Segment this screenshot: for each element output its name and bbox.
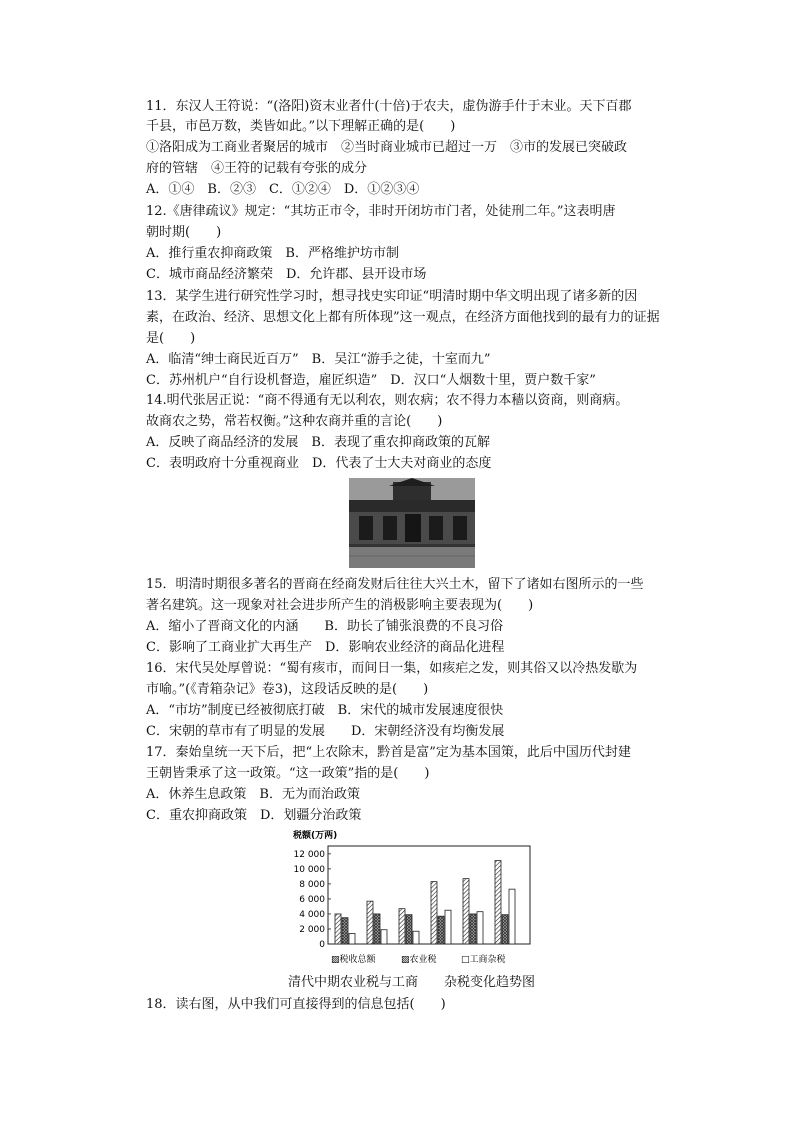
chart-bar-commerce bbox=[349, 933, 355, 944]
chart-y-tick-label: 6 000 bbox=[299, 894, 325, 905]
chart-bar-commerce bbox=[445, 910, 451, 944]
q15-options-ab: A．缩小了晋商文化的内涵 B．助长了铺张浪费的不良习俗 bbox=[146, 619, 503, 634]
chart-bar-total bbox=[495, 861, 501, 944]
q11-stem-line1: 11．东汉人王符说：“(洛阳)资末业者什(十倍)于农夫，虚伪游手什于末业。天下百郡 bbox=[146, 99, 632, 114]
q15-options-cd: C．影响了工商业扩大再生产 D．影响农业经济的商品化进程 bbox=[146, 640, 505, 655]
q17-stem-line2: 王朝皆秉承了这一政策。“这一政策”指的是( ) bbox=[146, 766, 430, 781]
chart-y-tick-label: 12 000 bbox=[293, 849, 325, 860]
q13-options-cd: C．苏州机户“自行设机督造，雇匠织造” D．汉口“人烟数十里，贾户数千家” bbox=[146, 373, 596, 388]
q13-options-ab: A．临清“绅士商民近百万” B．吴江“游手之徒，十室而九” bbox=[146, 352, 491, 367]
q15-stem-line1: 15．明清时期很多著名的晋商在经商发财后往往大兴土木，留下了诸如右图所示的一些 bbox=[146, 577, 644, 592]
q17-options-ab: A．休养生息政策 B．无为而治政策 bbox=[146, 787, 360, 802]
q17-stem-line1: 17．秦始皇统一天下后，把“上农除末，黔首是富”定为基本国策，此后中国历代封建 bbox=[146, 745, 631, 760]
q18-stem: 18．读右图，从中我们可直接得到的信息包括( ) bbox=[146, 997, 446, 1012]
chart-bar-agri bbox=[374, 914, 380, 944]
chart-legend-item: □工商杂税 bbox=[461, 955, 506, 965]
chart-bar-commerce bbox=[381, 930, 387, 944]
q15-stem-line2: 著名建筑。这一现象对社会进步所产生的消极影响主要表现为( ) bbox=[146, 598, 534, 613]
q13-stem-line3: 是( ) bbox=[146, 331, 196, 346]
chart-bar-agri bbox=[502, 915, 508, 944]
q17-options-cd: C．重农抑商政策 D．划疆分治政策 bbox=[146, 808, 362, 823]
chart-bar-total bbox=[399, 909, 405, 944]
chart-y-tick-label: 4 000 bbox=[299, 909, 325, 920]
q14-options-cd: C．表明政府十分重视商业 D．代表了士大夫对商业的态度 bbox=[146, 456, 492, 471]
q13-stem-line1: 13．某学生进行研究性学习时，想寻找史实印证“明清时期中华文明出现了诸多新的因 bbox=[146, 289, 638, 304]
chart-bar-commerce bbox=[477, 912, 483, 944]
q12-stem-line2: 朝时期( ) bbox=[146, 225, 222, 240]
q16-options-ab: A．“市坊”制度已经被彻底打破 B．宋代的城市发展速度很快 bbox=[146, 703, 504, 718]
q12-options-ab: A．推行重农抑商政策 B．严格维护坊市制 bbox=[146, 246, 399, 261]
chart-legend-item: ▨农业税 bbox=[401, 955, 437, 965]
chart-bar-commerce bbox=[509, 889, 515, 944]
q12-options-cd: C．城市商品经济繁荣 D．允许郡、县开设市场 bbox=[146, 267, 427, 282]
q14-stem-line2: 故商农之势，常若权衡。”这种农商并重的言论( ) bbox=[146, 414, 443, 429]
chart-y-axis-label: 税额(万两) bbox=[293, 831, 338, 841]
q11-options: A．①④ B．②③ C．①②④ D．①②③④ bbox=[146, 182, 420, 197]
tax-trend-bar-chart bbox=[283, 828, 535, 970]
q16-options-cd: C．宋朝的草市有了明显的发展 D．宋朝经济没有均衡发展 bbox=[146, 724, 505, 739]
q16-stem-line2: 市喻。”(《青箱杂记》卷3)，这段话反映的是( ) bbox=[146, 682, 429, 697]
chart-bar-agri bbox=[406, 915, 412, 944]
q11-statements-line1: ①洛阳成为工商业者聚居的城市 ②当时商业城市已超过一万 ③市的发展已突破政 bbox=[146, 140, 628, 155]
chart-bar-agri bbox=[342, 918, 348, 944]
chart-bar-total bbox=[431, 882, 437, 944]
chart-y-tick-label: 8 000 bbox=[299, 879, 325, 890]
chart-y-tick-label: 10 000 bbox=[293, 864, 325, 875]
jin-merchant-building-photo bbox=[349, 478, 475, 568]
q11-statements-line2: 府的管辖 ④王符的记载有夸张的成分 bbox=[146, 161, 368, 176]
chart-bar-total bbox=[463, 879, 469, 944]
chart-legend-item: ▨税收总额 bbox=[331, 955, 376, 965]
chart-bar-agri bbox=[438, 916, 444, 944]
chart-bar-agri bbox=[470, 914, 476, 944]
q11-stem-line2: 千县，市邑万数，类皆如此。”以下理解正确的是( ) bbox=[146, 119, 456, 134]
q14-stem-line1: 14.明代张居正说：“商不得通有无以利农，则农病；农不得力本穑以资商，则商病。 bbox=[146, 393, 629, 408]
chart-y-tick-label: 2 000 bbox=[299, 924, 325, 935]
q14-options-ab: A．反映了商品经济的发展 B．表现了重农抑商政策的瓦解 bbox=[146, 435, 490, 450]
chart-y-tick-label: 0 bbox=[319, 940, 325, 950]
q13-stem-line2: 素，在政治、经济、思想文化上都有所体现”这一观点，在经济方面他找到的最有力的证据 bbox=[146, 310, 660, 325]
chart-bar-commerce bbox=[413, 931, 419, 944]
chart-bar-total bbox=[335, 914, 341, 944]
q16-stem-line1: 16．宋代吴处厚曾说：“蜀有痎市，而间日一集，如痎疟之发，则其俗又以冷热发歇为 bbox=[146, 661, 638, 676]
chart-caption: 清代中期农业税与工商 杂税变化趋势图 bbox=[288, 975, 536, 990]
q12-stem-line1: 12.《唐律疏议》规定：“其坊正市令，非时开闭坊市门者，处徒刑二年。”这表明唐 bbox=[146, 204, 616, 219]
chart-bar-total bbox=[367, 901, 373, 944]
